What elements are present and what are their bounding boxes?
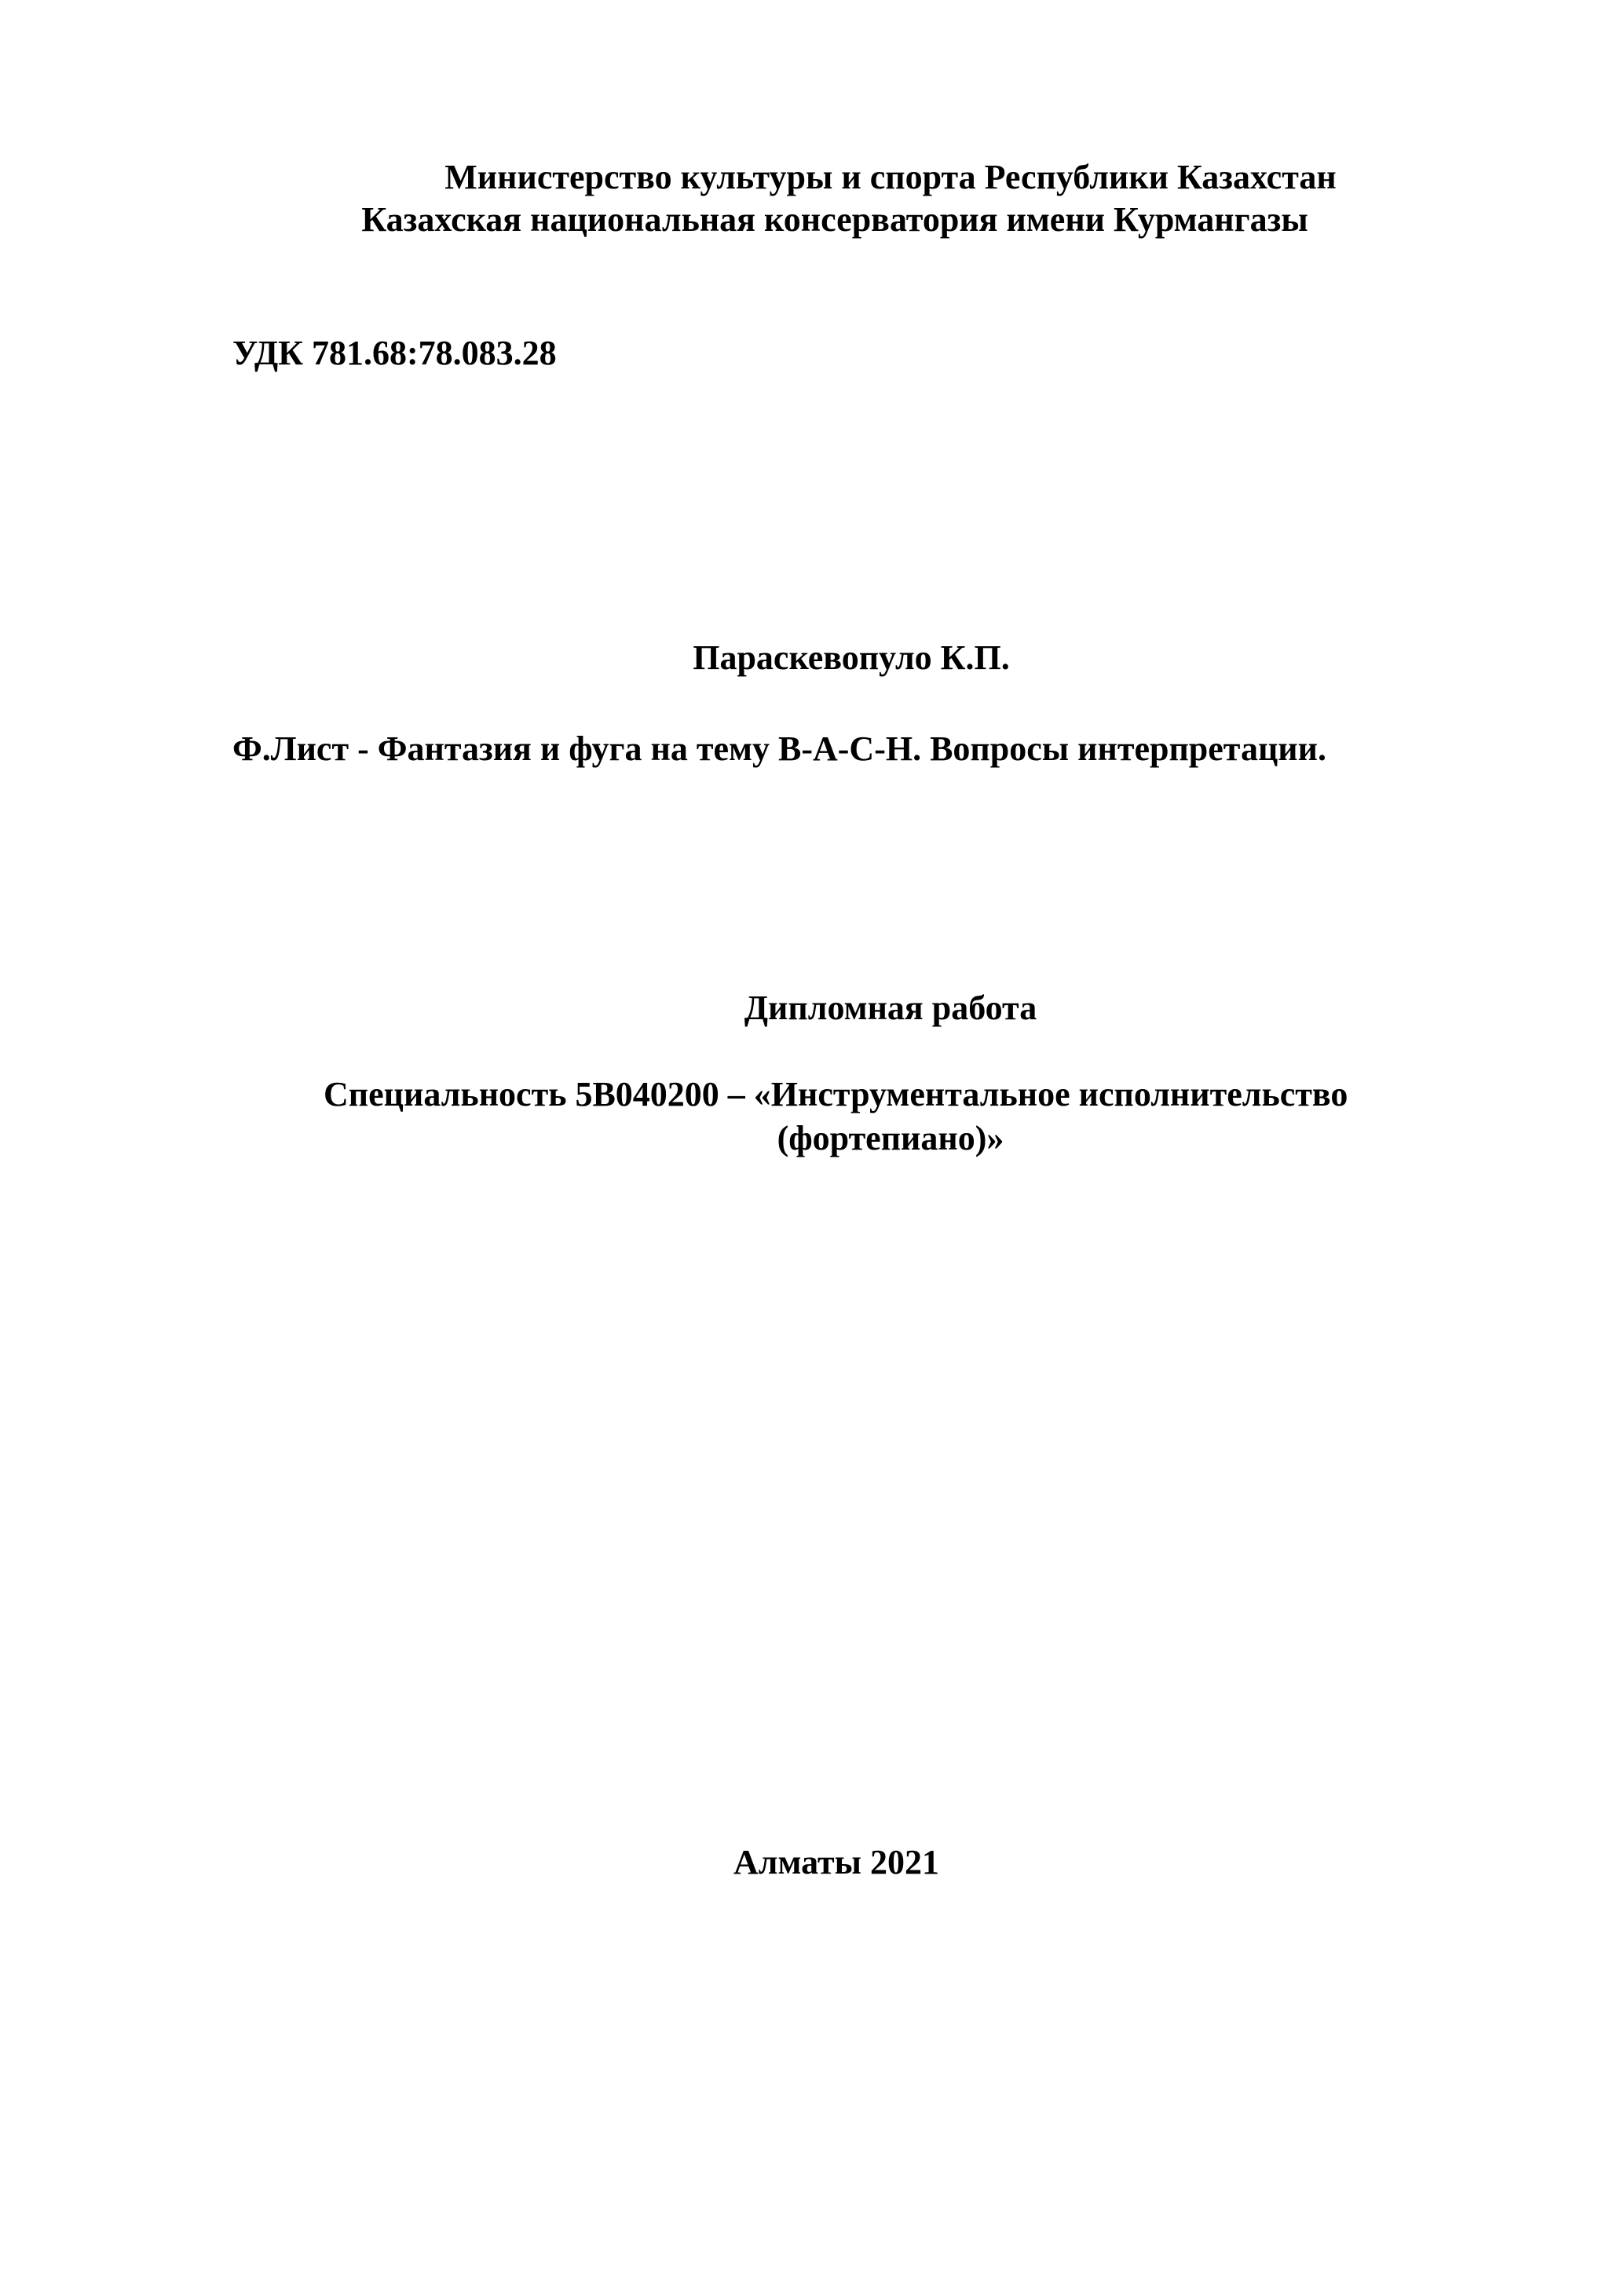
udk-code: УДК 781.68:78.083.28 [232, 334, 557, 372]
city-year: Алматы 2021 [733, 1843, 939, 1881]
thesis-title: Ф.Лист - Фантазия и фуга на тему B-A-C-H. Вопросы интерпретации. [232, 729, 1327, 768]
work-type: Дипломная работа [744, 989, 1037, 1027]
institution-heading: Казахская национальная консерватория имени Курмангазы [361, 200, 1308, 239]
ministry-heading: Министерство культуры и спорта Республики Казахстан [444, 158, 1337, 196]
specialty-line-1: Специальность 5В040200 – «Инструментальное исполнительство [324, 1075, 1348, 1113]
specialty-line-2: (фортепиано)» [777, 1119, 1004, 1157]
author-name: Параскевопуло К.П. [693, 638, 1010, 677]
